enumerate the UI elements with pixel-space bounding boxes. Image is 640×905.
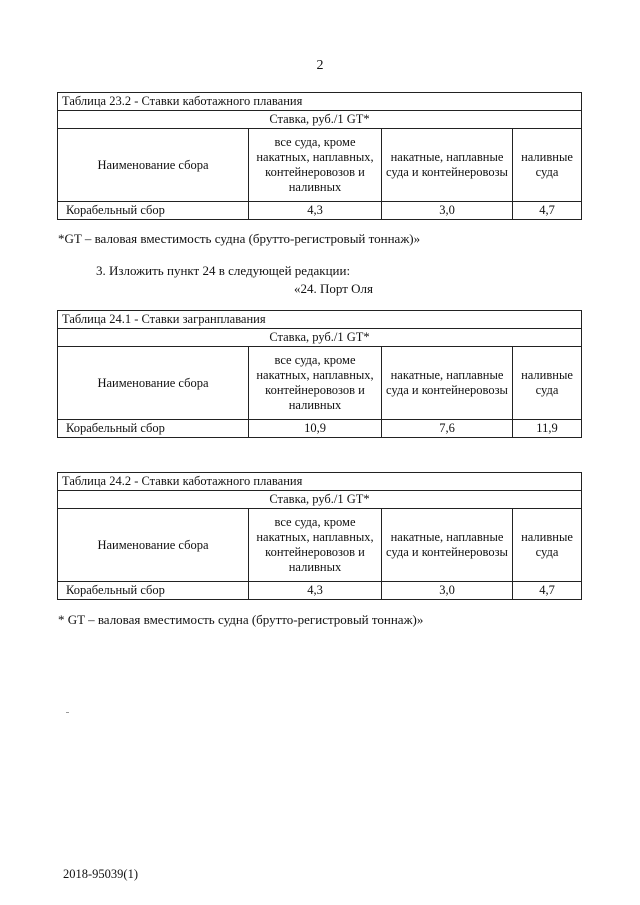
- row-label: Корабельный сбор: [58, 202, 249, 220]
- table-title: Таблица 24.1 - Ставки загранплавания: [58, 311, 582, 329]
- col-tanker-header: наливные суда: [513, 129, 582, 202]
- table-title-row: [58, 473, 582, 491]
- rate-header: Ставка, руб./1 GT*: [58, 491, 582, 509]
- col-name-header: Наименование сбора: [58, 129, 249, 202]
- col-roro-header: накатные, наплавные суда и контейнеровозы: [382, 347, 513, 420]
- col-name-header: Наименование сбора: [58, 509, 249, 582]
- port-heading: «24. Порт Оля: [294, 281, 374, 296]
- value-all-vessels: 4,3: [249, 202, 382, 220]
- scan-artifact: [66, 712, 69, 713]
- value-tanker: 4,7: [513, 582, 582, 600]
- table-row: [58, 202, 582, 220]
- footnote: *GT – валовая вместимость судна (брутто-регистровый тоннаж)»: [58, 231, 421, 246]
- table-rate-header-row: [58, 111, 582, 129]
- table-title-row: [58, 93, 582, 111]
- page-number: 2: [316, 58, 324, 73]
- col-all-vessels-header: все суда, кроме накатных, наплавных, контейнеровозов и наливных: [249, 347, 382, 420]
- value-roro: 3,0: [382, 582, 513, 600]
- column-header-row: [58, 509, 582, 582]
- table-rate-header-row: [58, 491, 582, 509]
- rate-header: Ставка, руб./1 GT*: [58, 111, 582, 129]
- col-roro-header: накатные, наплавные суда и контейнеровозы: [382, 129, 513, 202]
- value-roro: 7,6: [382, 420, 513, 438]
- col-tanker-header: наливные суда: [513, 347, 582, 420]
- row-label: Корабельный сбор: [58, 582, 249, 600]
- col-tanker-header: наливные суда: [513, 509, 582, 582]
- document-id: 2018-95039(1): [63, 867, 138, 881]
- table-row: [58, 582, 582, 600]
- value-tanker: 4,7: [513, 202, 582, 220]
- table-title: Таблица 23.2 - Ставки каботажного плавания: [58, 93, 582, 111]
- col-all-vessels-header: все суда, кроме накатных, наплавных, контейнеровозов и наливных: [249, 509, 382, 582]
- col-name-header: Наименование сбора: [58, 347, 249, 420]
- footnote: * GT – валовая вместимость судна (брутто-регистровый тоннаж)»: [58, 612, 424, 627]
- rates-table-24-1: [57, 310, 582, 438]
- rate-header: Ставка, руб./1 GT*: [58, 329, 582, 347]
- column-header-row: [58, 129, 582, 202]
- value-roro: 3,0: [382, 202, 513, 220]
- value-all-vessels: 4,3: [249, 582, 382, 600]
- table-title-row: [58, 311, 582, 329]
- table-title: Таблица 24.2 - Ставки каботажного плавания: [58, 473, 582, 491]
- row-label: Корабельный сбор: [58, 420, 249, 438]
- rates-table-24-2: [57, 472, 582, 600]
- column-header-row: [58, 347, 582, 420]
- rates-table-23-2: [57, 92, 582, 220]
- paragraph-3: 3. Изложить пункт 24 в следующей редакции:: [96, 263, 351, 278]
- value-all-vessels: 10,9: [249, 420, 382, 438]
- col-all-vessels-header: все суда, кроме накатных, наплавных, контейнеровозов и наливных: [249, 129, 382, 202]
- value-tanker: 11,9: [513, 420, 582, 438]
- table-rate-header-row: [58, 329, 582, 347]
- table-row: [58, 420, 582, 438]
- col-roro-header: накатные, наплавные суда и контейнеровозы: [382, 509, 513, 582]
